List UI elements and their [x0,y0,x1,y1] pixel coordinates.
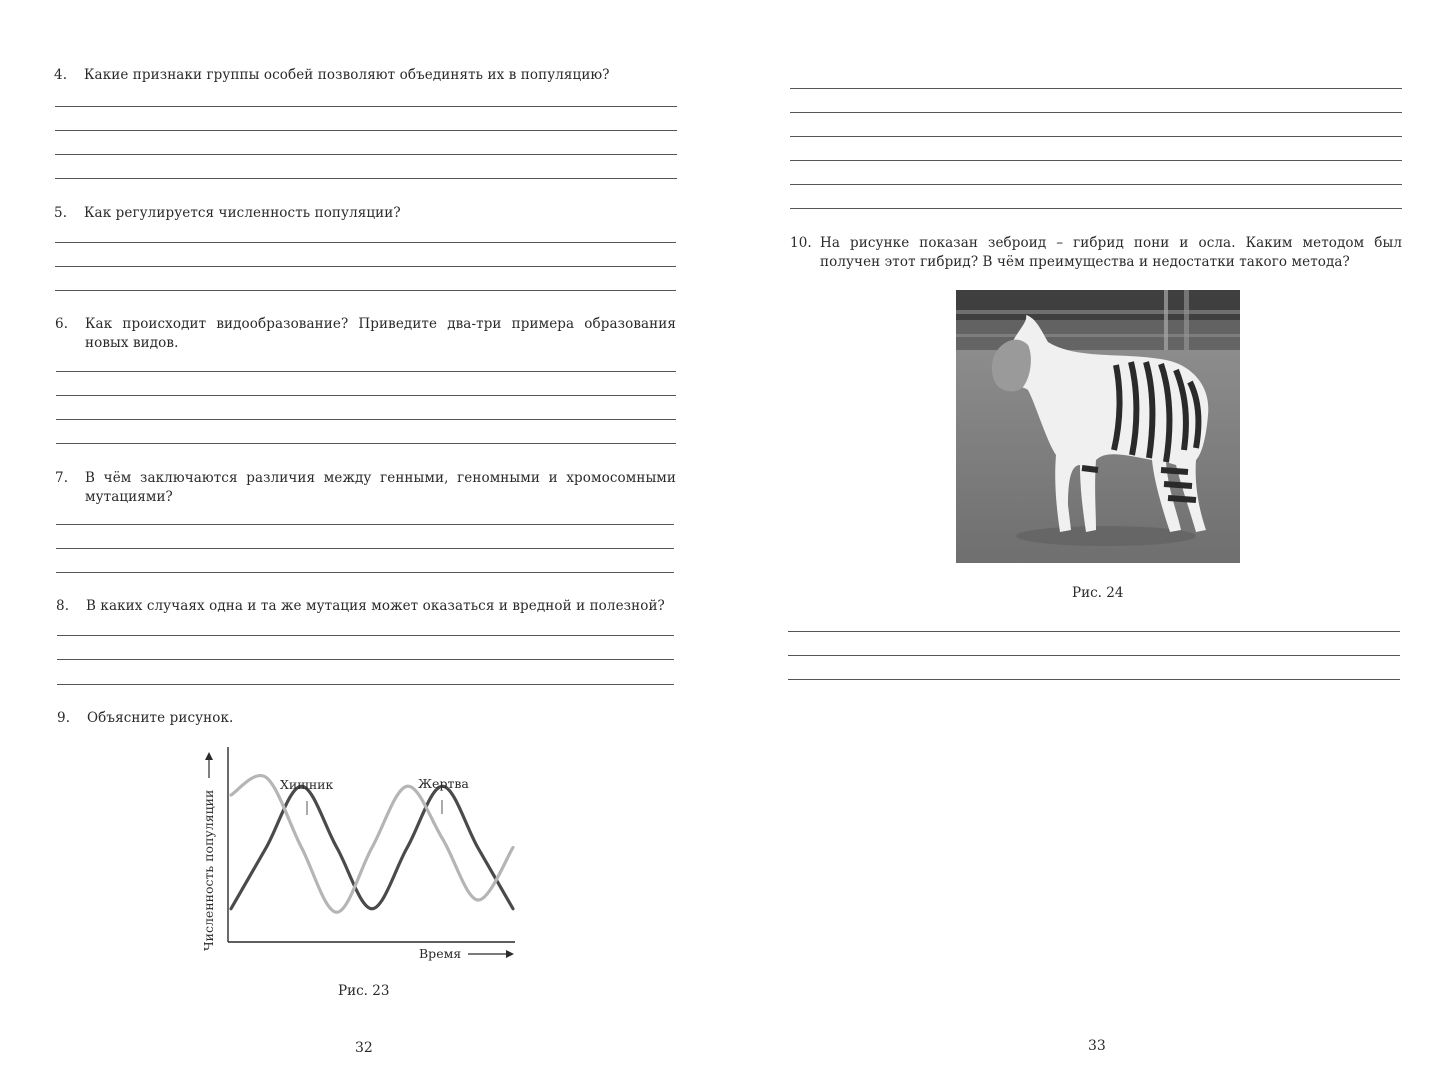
answer-line[interactable] [55,290,676,291]
answer-line[interactable] [790,88,1402,89]
answer-line[interactable] [790,208,1402,209]
answer-line[interactable] [56,524,674,525]
question-text: Как регулируется численность популяции? [84,205,401,221]
answer-line[interactable] [57,684,674,685]
answer-line[interactable] [56,371,676,372]
answer-line[interactable] [56,395,676,396]
answer-line[interactable] [55,266,676,267]
question-number: 6. [55,316,69,332]
question-number: 10. [790,235,812,251]
series-line-prey [231,776,513,913]
answer-line[interactable] [55,130,677,131]
figure-caption: Рис. 24 [1072,585,1124,601]
prey-label: Жертва [418,776,469,791]
answer-line[interactable] [788,655,1400,656]
question-number: 9. [57,710,71,726]
zebroid-photo [956,290,1240,563]
figure-caption: Рис. 23 [338,983,390,999]
x-axis-label: Время [419,946,462,961]
answer-line[interactable] [57,659,674,660]
answer-line[interactable] [788,631,1400,632]
answer-line[interactable] [55,154,677,155]
answer-line[interactable] [56,572,674,573]
question-text: На рисунке показан зеброид – гибрид пони и осла. Каким методом был получен этот гибрид? В чём преимущества и недостатки такого метода? [820,235,1402,270]
question-number: 8. [56,598,70,614]
predator-prey-chart [195,740,535,970]
page-number: 33 [1088,1038,1106,1054]
answer-line[interactable] [790,112,1402,113]
left-page [0,0,723,1080]
answer-line[interactable] [790,136,1402,137]
answer-line[interactable] [788,679,1400,680]
y-axis-arrowhead [205,752,213,760]
answer-line[interactable] [56,443,676,444]
question-number: 4. [54,67,68,83]
answer-line[interactable] [57,635,674,636]
question-number: 7. [55,470,69,486]
right-page [724,0,1447,1080]
question-text: Какие признаки группы особей позволяют объединять их в популяцию? [84,67,610,83]
answer-line[interactable] [790,160,1402,161]
answer-line[interactable] [55,106,677,107]
page-number: 32 [355,1040,373,1056]
answer-line[interactable] [56,548,674,549]
series-layer [231,776,513,913]
answer-line[interactable] [790,184,1402,185]
question-text: В чём заключаются различия между генными, геномными и хромосомными мутациями? [85,470,676,505]
x-axis-arrowhead [506,950,514,958]
question-number: 5. [54,205,68,221]
answer-line[interactable] [55,178,677,179]
question-text: Как происходит видообразование? Приведите два-три примера образования новых видов. [85,316,676,351]
answer-line[interactable] [55,242,676,243]
question-text: Объясните рисунок. [87,710,234,726]
answer-line[interactable] [56,419,676,420]
predator-label: Хищник [280,777,334,792]
question-text: В каких случаях одна и та же мутация может оказаться и вредной и полезной? [86,598,665,614]
y-axis-label: Численность популяции [201,789,216,951]
